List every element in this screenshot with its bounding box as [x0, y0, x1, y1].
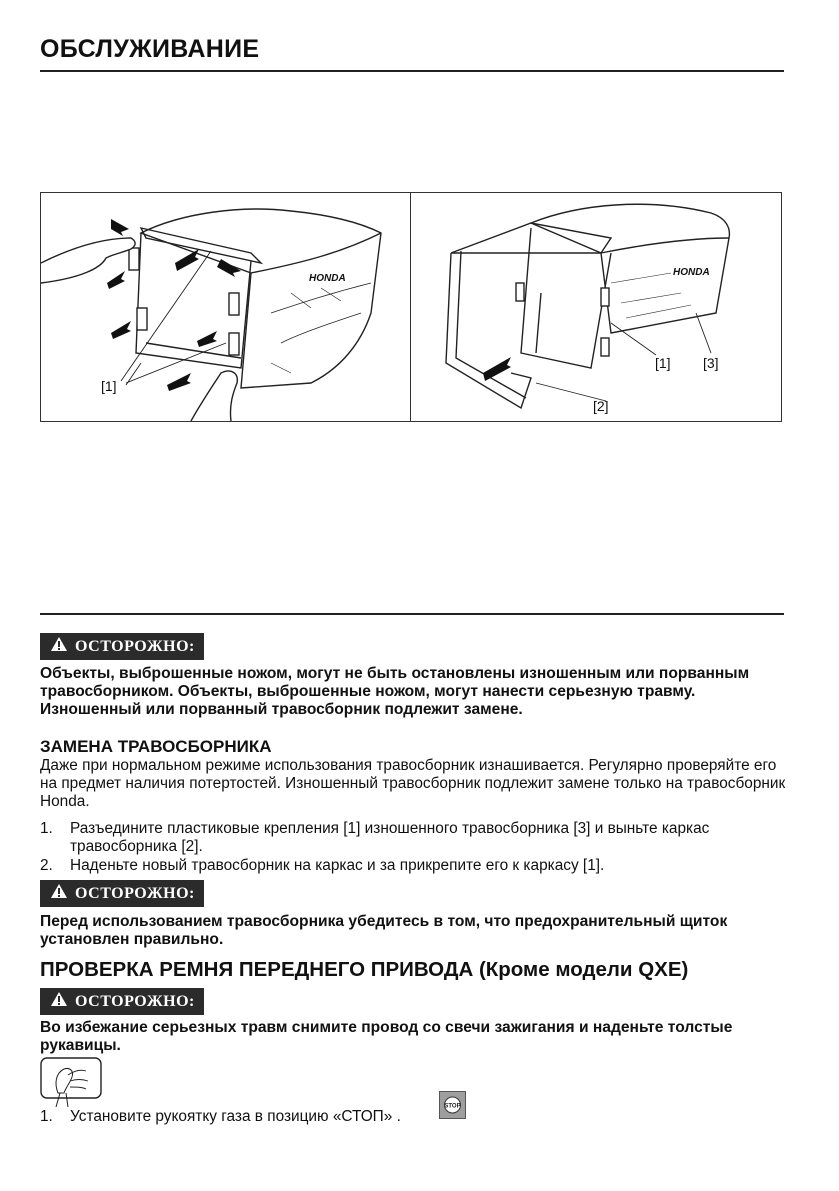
step-text: Установите рукоятку газа в позицию «СТОП» . [70, 1108, 401, 1125]
warning-badge-3 [40, 988, 204, 1015]
warning-label-3: ОСТОРОЖНО: [75, 992, 195, 1010]
warning-triangle-icon [50, 636, 68, 657]
right-panel-illustration [411, 193, 780, 421]
honda-logo-right: HONDA [673, 267, 710, 278]
warning-text-2: Перед использованием травосборника убедитесь в том, что предохранительный щиток установлен правильно. [40, 913, 728, 948]
section-rule [40, 613, 784, 615]
warning-text-3: Во избежание серьезных травм снимите провод со свечи зажигания и наденьте толстые рукавицы. [40, 1019, 733, 1054]
warning-badge-2 [40, 880, 204, 907]
replace-section-title: ЗАМЕНА ТРАВОСБОРНИКА [40, 737, 272, 756]
title-rule [40, 70, 784, 72]
stop-icon-label: STOP [444, 1103, 461, 1110]
replace-section-intro: Даже при нормальном режиме использования травосборник изнашивается. Регулярно проверяйте его на предмет наличия потертостей. Изношенный травосборник подлежит замене только на травосборник Honda. [40, 757, 786, 810]
belt-section-title: ПРОВЕРКА РЕМНЯ ПЕРЕДНЕГО ПРИВОДА (Кроме модели QXE) [40, 958, 689, 981]
callout-3-right: [3] [703, 355, 719, 371]
grass-bag-illustration [40, 192, 782, 422]
callout-1-right: [1] [655, 355, 671, 371]
step-number: 1. [40, 820, 53, 837]
warning-triangle-icon [50, 991, 68, 1012]
gloves-icon [40, 1057, 102, 1107]
warning-label-2: ОСТОРОЖНО: [75, 884, 195, 902]
honda-logo-left: HONDA [309, 273, 346, 284]
warning-badge-1 [40, 633, 204, 660]
page-title: ОБСЛУЖИВАНИЕ [40, 35, 260, 63]
warning-triangle-icon [50, 883, 68, 904]
step-text: Наденьте новый травосборник на каркас и за прикрепите его к каркасу [1]. [70, 857, 605, 874]
callout-1-left: [1] [101, 378, 117, 394]
warning-text-1: Объекты, выброшенные ножом, могут не быть остановлены изношенным или порванным травосборником. Объекты, выброшенные ножом, могут нанести серьезную травму. Изношенный или порванный травосборник подлежит замене. [40, 665, 750, 718]
step-number: 1. [40, 1108, 53, 1125]
left-panel-illustration [41, 193, 410, 421]
callout-2-right: [2] [593, 398, 609, 414]
step-number: 2. [40, 857, 53, 874]
step-text: Разъедините пластиковые крепления [1] изношенного травосборника [3] и выньте каркас травосборника [2]. [70, 820, 710, 855]
stop-throttle-icon [439, 1091, 466, 1119]
warning-label-1: ОСТОРОЖНО: [75, 637, 195, 655]
